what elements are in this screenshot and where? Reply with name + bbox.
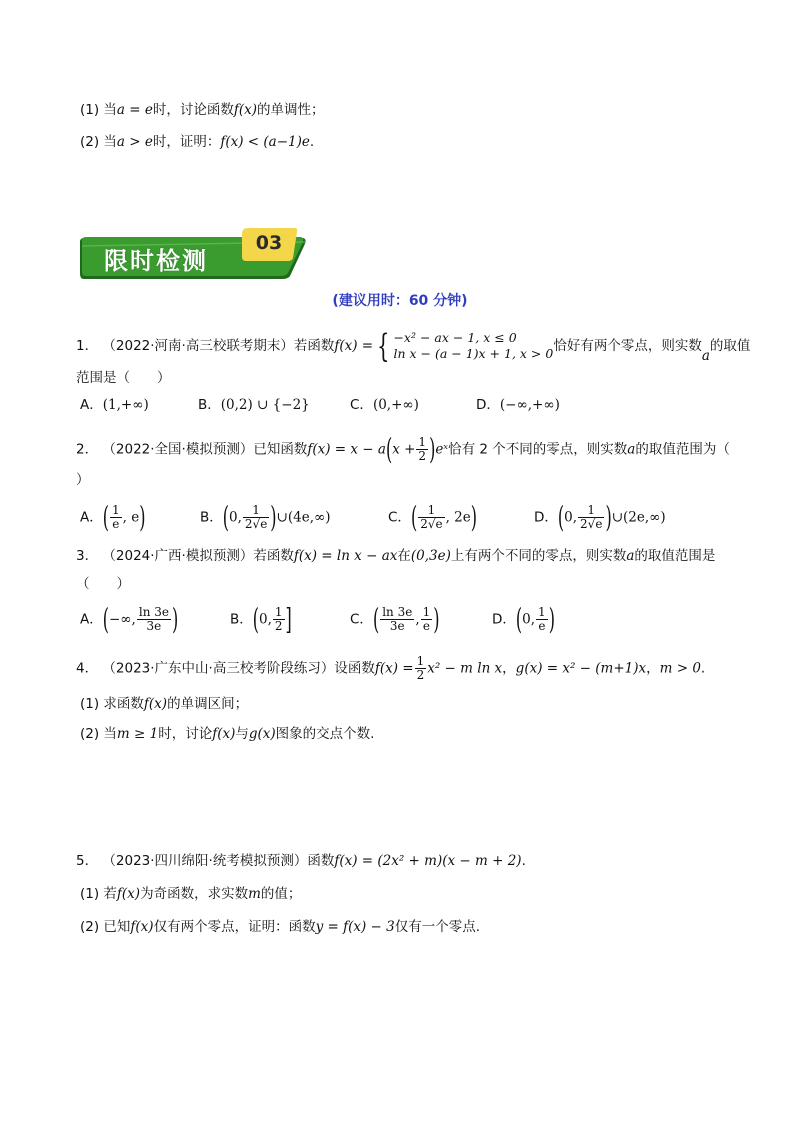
- fraction: [273, 606, 285, 633]
- math: f(x) < (a−1)e: [220, 134, 310, 150]
- q3-option-a[interactable]: [80, 601, 179, 636]
- numerator: 1: [427, 503, 436, 517]
- text: 的单调区间；: [167, 696, 249, 712]
- paren: (: [102, 499, 109, 534]
- text: 的单调性；: [257, 102, 325, 118]
- option-value: ∪(2e,∞): [611, 509, 666, 526]
- text: .: [309, 134, 315, 150]
- fraction: [137, 606, 171, 633]
- math: g(x): [248, 726, 276, 742]
- q1-option-c[interactable]: [350, 395, 419, 415]
- paren: ): [270, 499, 277, 534]
- fraction: [418, 504, 444, 531]
- math: f(x): [130, 919, 154, 935]
- math: f(x) =: [374, 660, 414, 677]
- prev-part-1: [80, 100, 325, 120]
- denominator: 2: [418, 449, 427, 463]
- option-value: ,: [415, 611, 420, 628]
- case-2: ln x − (a − 1)x + 1, x > 0: [393, 346, 554, 361]
- q3-stem: [76, 546, 715, 566]
- question-source: （2022·河南·高三校联考期末）: [102, 338, 294, 354]
- paren: ): [139, 499, 146, 534]
- option-value: 0,: [522, 611, 536, 628]
- numerator: 1: [422, 605, 431, 619]
- paren: (: [252, 601, 260, 636]
- option-value: −∞,: [109, 611, 136, 628]
- paren: ): [470, 499, 477, 534]
- numerator: ln 3e: [138, 605, 169, 619]
- denominator: e: [421, 619, 433, 633]
- option-value: (0,+∞): [372, 397, 419, 413]
- question-number: 5．: [76, 853, 99, 869]
- option-label: D．: [492, 611, 516, 628]
- option-value: 0,: [229, 509, 242, 526]
- option-value: , e: [122, 509, 140, 526]
- paren: (: [102, 601, 109, 636]
- math: m: [248, 886, 261, 902]
- question-source: （2022·全国·模拟预测）: [102, 441, 254, 458]
- paren: ): [605, 499, 612, 534]
- section-badge: 03: [255, 232, 283, 254]
- fraction: [578, 504, 604, 531]
- option-label: B．: [230, 611, 253, 628]
- option-label: C．: [350, 611, 373, 628]
- math: y = f(x) − 3: [315, 919, 395, 935]
- q5-part-1: [80, 884, 301, 904]
- q1-stem: [76, 327, 751, 365]
- time-note: (建议用时：60 分钟): [332, 293, 468, 309]
- text: 已知函数: [253, 441, 308, 458]
- option-value: 0,: [259, 611, 272, 628]
- text: 时，讨论函数: [152, 102, 234, 118]
- math: x +: [392, 441, 416, 458]
- option-label: D．: [534, 509, 558, 526]
- paren: ): [548, 601, 555, 636]
- paren: ): [171, 601, 179, 636]
- q2-stem-line2: ）: [76, 472, 90, 488]
- denominator: e: [110, 517, 122, 531]
- paren: (: [515, 601, 523, 636]
- text: 的取值: [709, 338, 751, 354]
- q1-option-a[interactable]: [80, 395, 149, 415]
- text: 设函数: [334, 660, 375, 677]
- paren: ]: [285, 601, 292, 636]
- text: 仅有一个零点.: [394, 919, 481, 935]
- math: m > 0: [659, 660, 701, 677]
- text: (1) 当: [80, 102, 117, 118]
- denominator: 3e: [137, 619, 171, 633]
- text: (2) 已知: [80, 919, 131, 935]
- paren: (: [222, 499, 230, 534]
- math: f(x): [212, 726, 236, 742]
- text: (2) 当: [80, 726, 117, 742]
- q4-stem: 4． （2023·广东中山·高三校考阶段练习）设函数f(x) = $\frac{1}{2}$ x² − m ln x，g(x) = x² − (m+1)x，m > 0.: [76, 654, 706, 682]
- q3-stem-line2: （ ）: [76, 576, 130, 592]
- option-value: 0,: [564, 509, 578, 526]
- numerator: ln 3e: [382, 605, 413, 619]
- math: f(x) = (2x² + m)(x − m + 2): [334, 853, 522, 869]
- text: .: [521, 853, 526, 869]
- math: x² − m ln x: [427, 660, 503, 677]
- option-label: C．: [388, 509, 411, 526]
- text: 仅有两个零点，证明：函数: [153, 919, 316, 935]
- q1-option-b[interactable]: [198, 395, 310, 415]
- fraction: [243, 504, 269, 531]
- denominator: 2: [416, 668, 425, 682]
- question-number: 3．: [76, 548, 99, 564]
- question-source: （2023·四川绵阳·统考模拟预测）: [102, 853, 308, 869]
- numerator: 1: [587, 503, 596, 517]
- math: f(x): [116, 886, 141, 902]
- math: g(x) = x² − (m+1)x: [515, 660, 647, 677]
- option-label: B．: [198, 397, 221, 413]
- q2-option-c[interactable]: [388, 499, 477, 534]
- math: f(x) = ln x − ax: [293, 548, 398, 564]
- text: 函数: [307, 853, 335, 869]
- q5-part-2: [80, 917, 480, 937]
- fraction: [415, 655, 427, 682]
- numerator: 1: [418, 435, 427, 449]
- text: (1) 求函数: [80, 696, 144, 712]
- numerator: 1: [112, 503, 120, 517]
- text: 时，讨论: [158, 726, 213, 742]
- fraction: [421, 606, 433, 633]
- paren: (: [557, 499, 565, 534]
- math: a: [627, 441, 636, 458]
- text: 时，证明：: [152, 134, 221, 150]
- paren: ): [433, 601, 440, 636]
- math: (0,3e): [410, 548, 451, 564]
- denominator: 2√e: [580, 517, 603, 531]
- option-label: A．: [80, 397, 103, 413]
- option-value: (0,2) ∪ {−2}: [220, 397, 310, 413]
- numerator: 1: [538, 605, 546, 619]
- math: a: [701, 348, 710, 364]
- paren: (: [372, 601, 380, 636]
- q1-option-d[interactable]: [476, 395, 560, 415]
- paren: (: [385, 431, 393, 466]
- option-label: D．: [476, 397, 500, 413]
- text: 的值；: [260, 886, 302, 902]
- option-value: , 2e: [445, 509, 471, 526]
- prev-part-2: [80, 132, 314, 152]
- option-value: (−∞,+∞): [499, 397, 560, 413]
- text: 为奇函数，求实数: [140, 886, 249, 902]
- text: 在: [397, 548, 411, 564]
- math: f(x) = x − a: [307, 441, 386, 458]
- option-label: A．: [80, 509, 103, 526]
- text: 恰好有两个零点，则实数: [553, 338, 702, 354]
- math: f(x): [233, 102, 258, 118]
- option-value: ∪(4e,∞): [276, 509, 331, 526]
- denominator: 3e: [380, 619, 414, 633]
- question-number: 2．: [76, 441, 99, 458]
- math: f(x): [143, 696, 168, 712]
- text: 上有两个不同的零点，则实数: [450, 548, 627, 564]
- option-label: B．: [200, 509, 223, 526]
- text: 恰有 2 个不同的零点，则实数: [448, 441, 628, 458]
- question-source: （2023·广东中山·高三校考阶段练习）: [102, 660, 335, 677]
- q1-stem-line2: 范围是（ ）: [76, 370, 171, 386]
- option-label: A．: [80, 611, 103, 628]
- question-number: 4．: [76, 660, 99, 677]
- section-banner: [76, 232, 310, 280]
- q2-stem: [76, 431, 730, 466]
- left-brace: {: [377, 327, 390, 365]
- text: 的取值范围为（: [635, 441, 730, 458]
- denominator: 2√e: [244, 517, 268, 531]
- math: a > e: [116, 134, 153, 150]
- case-1: −x² − ax − 1, x ≤ 0: [393, 330, 517, 345]
- denominator: 2: [274, 619, 283, 633]
- text: 与: [235, 726, 249, 742]
- paren: ): [429, 431, 436, 466]
- q4-part-2: [80, 724, 374, 744]
- text: 若函数: [253, 548, 294, 564]
- option-value: (1,+∞): [102, 397, 149, 413]
- numerator: 1: [416, 654, 425, 668]
- denominator: 2√e: [420, 517, 443, 531]
- math: a = e: [116, 102, 153, 118]
- q2-option-b[interactable]: [200, 499, 331, 534]
- text: 的取值范围是: [634, 548, 716, 564]
- math: a: [626, 548, 635, 564]
- fraction: [380, 606, 414, 633]
- text: 若函数: [293, 338, 335, 354]
- math: m ≥ 1: [116, 726, 159, 742]
- fraction: [536, 606, 548, 633]
- paren: (: [410, 499, 418, 534]
- text: (2) 当: [80, 134, 117, 150]
- denominator: e: [536, 619, 548, 633]
- numerator: 1: [274, 605, 283, 619]
- q2-option-a[interactable]: [80, 499, 146, 534]
- section-title: 限时检测: [104, 247, 208, 275]
- option-label: C．: [350, 397, 373, 413]
- text: (1) 若: [80, 886, 117, 902]
- q4-part-1: [80, 694, 248, 714]
- fraction: [110, 504, 122, 531]
- math: f(x) =: [334, 338, 374, 354]
- fraction: [416, 436, 428, 463]
- q3-option-d[interactable]: [492, 601, 555, 636]
- q5-stem: [76, 851, 526, 871]
- q3-option-b[interactable]: [230, 601, 292, 636]
- text: 图象的交点个数.: [275, 726, 375, 742]
- question-number: 1．: [76, 338, 99, 354]
- piecewise-cases: [393, 330, 553, 362]
- math: eˣ: [435, 441, 449, 458]
- q2-option-d[interactable]: [534, 499, 666, 534]
- numerator: 1: [252, 503, 260, 517]
- question-source: （2024·广西·模拟预测）: [102, 548, 254, 564]
- q3-option-c[interactable]: [350, 601, 440, 636]
